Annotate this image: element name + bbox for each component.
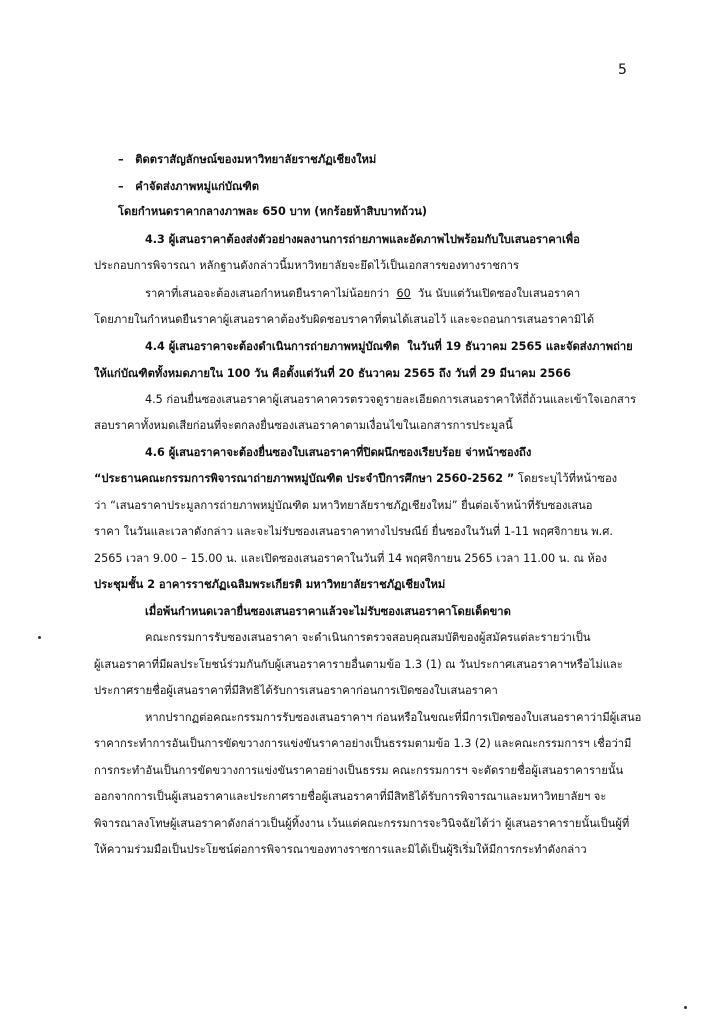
s46-line-3: ว่า “เสนอราคาประมูลการถ่ายภาพหมู่บัณฑิต มหาวิทยาลัยราชภัฏเชียงใหม่” ยื่นต่อเจ้าหน้าที่รับซองเสนอ bbox=[94, 499, 593, 512]
s46-line-5: 2565 เวลา 9.00 – 15.00 น. และเปิดซองเสนอราคาในวันที่ 14 พฤศจิกายน 2565 เวลา 11.00 น. ณ ห้อง bbox=[94, 552, 607, 565]
s43-line-1: 4.3 ผู้เสนอราคาต้องส่งตัวอย่างผลงานการถ่ายภาพและอัดภาพไปพร้อมกับใบเสนอราคาเพื่อ bbox=[145, 233, 580, 246]
s43-line-2: ประกอบการพิจารณา หลักฐานดังกล่าวนี้มหาวิทยาลัยจะยึดไว้เป็นเอกสารของทางราชการ bbox=[94, 259, 520, 272]
s46-line-4: ราคา ในวันและเวลาดังกล่าว และจะไม่รับซองเสนอราคาทางไปรษณีย์ ยื่นซองในวันที่ 1-11 พฤศจิกายน พ.ศ. bbox=[94, 525, 613, 538]
scan-mark-bottom bbox=[684, 1006, 687, 1009]
page-number: 5 bbox=[618, 62, 627, 78]
bullet-1: – ติดตราสัญลักษณ์ของมหาวิทยาลัยราชภัฏเชียงใหม่ bbox=[118, 153, 377, 166]
s44-line-1: 4.4 ผู้เสนอราคาจะต้องดำเนินการถ่ายภาพหมู่บัณฑิต ในวันที่ 19 ธันวาคม 2565 และจัดส่งภาพถ่าย bbox=[145, 340, 633, 353]
s46-line-6: ประชุมชั้น 2 อาคารราชภัฏเฉลิมพระเกียรติ มหาวิทยาลัยราชภัฏเชียงใหม่ bbox=[94, 578, 446, 591]
committee-line-3: ประกาศรายชื่อผู้เสนอราคาที่มีสิทธิได้รับการเสนอราคาก่อนการเปิดซองใบเสนอราคา bbox=[94, 684, 498, 697]
found-line-2: ราคากระทำการอันเป็นการขัดขวางการแข่งขันราคาอย่างเป็นธรรมตามข้อ 1.3 (2) และคณะกรรมการฯ เชื่อว่ามี bbox=[94, 737, 632, 750]
s43-line-4: โดยภายในกำหนดยืนราคาผู้เสนอราคาต้องรับผิดชอบราคาที่ตนได้เสนอไว้ และจะถอนการเสนอราคามิได้ bbox=[94, 313, 595, 326]
late-submission-note: เมื่อพ้นกำหนดเวลายื่นซองเสนอราคาแล้วจะไม่รับซองเสนอราคาโดยเด็ดขาด bbox=[145, 605, 511, 618]
s44-line-2: ให้แก่บัณฑิตทั้งหมดภายใน 100 วัน คือตั้งแต่วันที่ 20 ธันวาคม 2565 ถึง วันที่ 29 มีนาคม 2566 bbox=[94, 367, 571, 380]
found-line-6: ให้ความร่วมมือเป็นประโยชน์ต่อการพิจารณาของทางราชการและมิได้เป็นผู้ริเริ่มให้มีการกระทำดังกล่าว bbox=[94, 843, 587, 856]
price-line: โดยกำหนดราคากลางภาพละ 650 บาท (หกร้อยห้าสิบบาทถ้วน) bbox=[118, 205, 428, 218]
found-line-5: พิจารณาลงโทษผู้เสนอราคาดังกล่าวเป็นผู้ทิ้งงาน เว้นแต่คณะกรรมการจะวินิจฉัยได้ว่า ผู้เสนอราคารายนั้นเป็นผู้ที่ bbox=[94, 817, 630, 830]
s45-line-1: 4.5 ก่อนยื่นซองเสนอราคาผู้เสนอราคาควรตรวจดูรายละเอียดการเสนอราคาให้ถี่ถ้วนและเข้าใจเอกสาร bbox=[145, 393, 637, 406]
found-line-3: การกระทำอันเป็นการขัดขวางการแข่งขันราคาอย่างเป็นธรรม คณะกรรมการฯ จะตัดรายชื่อผู้เสนอราคารายนั้น bbox=[94, 764, 624, 777]
found-line-4: ออกจากการเป็นผู้เสนอราคาและประกาศรายชื่อผู้เสนอราคาที่มีสิทธิได้รับการพิจารณาและมหาวิทยาลัยฯ จะ bbox=[94, 790, 607, 803]
committee-line-1: คณะกรรมการรับซองเสนอราคา จะดำเนินการตรวจสอบคุณสมบัติของผู้สมัครแต่ละรายว่าเป็น bbox=[145, 631, 591, 644]
s45-line-2: สอบราคาทั้งหมดเสียก่อนที่จะตกลงยื่นซองเสนอราคาตามเงื่อนไขในเอกสารการประมูลนี้ bbox=[94, 419, 513, 432]
bullet-2: – คำจัดส่งภาพหมู่แก่บัณฑิต bbox=[118, 180, 259, 193]
s43-line-3: ราคาที่เสนอจะต้องเสนอกำหนดยืนราคาไม่น้อยกว่า 60 วัน นับแต่วันเปิดซองใบเสนอราคา bbox=[145, 287, 581, 300]
committee-line-2: ผู้เสนอราคาที่มีผลประโยชน์ร่วมกันกับผู้เสนอราคารายอื่นตามข้อ 1.3 (1) ณ วันประกาศเสนอราคาฯหรือไม่และ bbox=[94, 658, 623, 671]
s46-line-1: 4.6 ผู้เสนอราคาจะต้องยื่นซองใบเสนอราคาที่ปิดผนึกซองเรียบร้อย จ่าหน้าซองถึง bbox=[145, 446, 532, 459]
scan-mark bbox=[38, 636, 41, 639]
found-line-1: หากปรากฏต่อคณะกรรมการรับซองเสนอราคาฯ ก่อนหรือในขณะที่มีการเปิดซองใบเสนอราคาว่ามีผู้เสนอ bbox=[145, 711, 642, 724]
s46-line-2: “ประธานคณะกรรมการพิจารณาถ่ายภาพหมู่บัณฑิต ประจำปีการศึกษา 2560-2562 ” โดยระบุไว้ที่หน้าซอง bbox=[94, 472, 618, 485]
